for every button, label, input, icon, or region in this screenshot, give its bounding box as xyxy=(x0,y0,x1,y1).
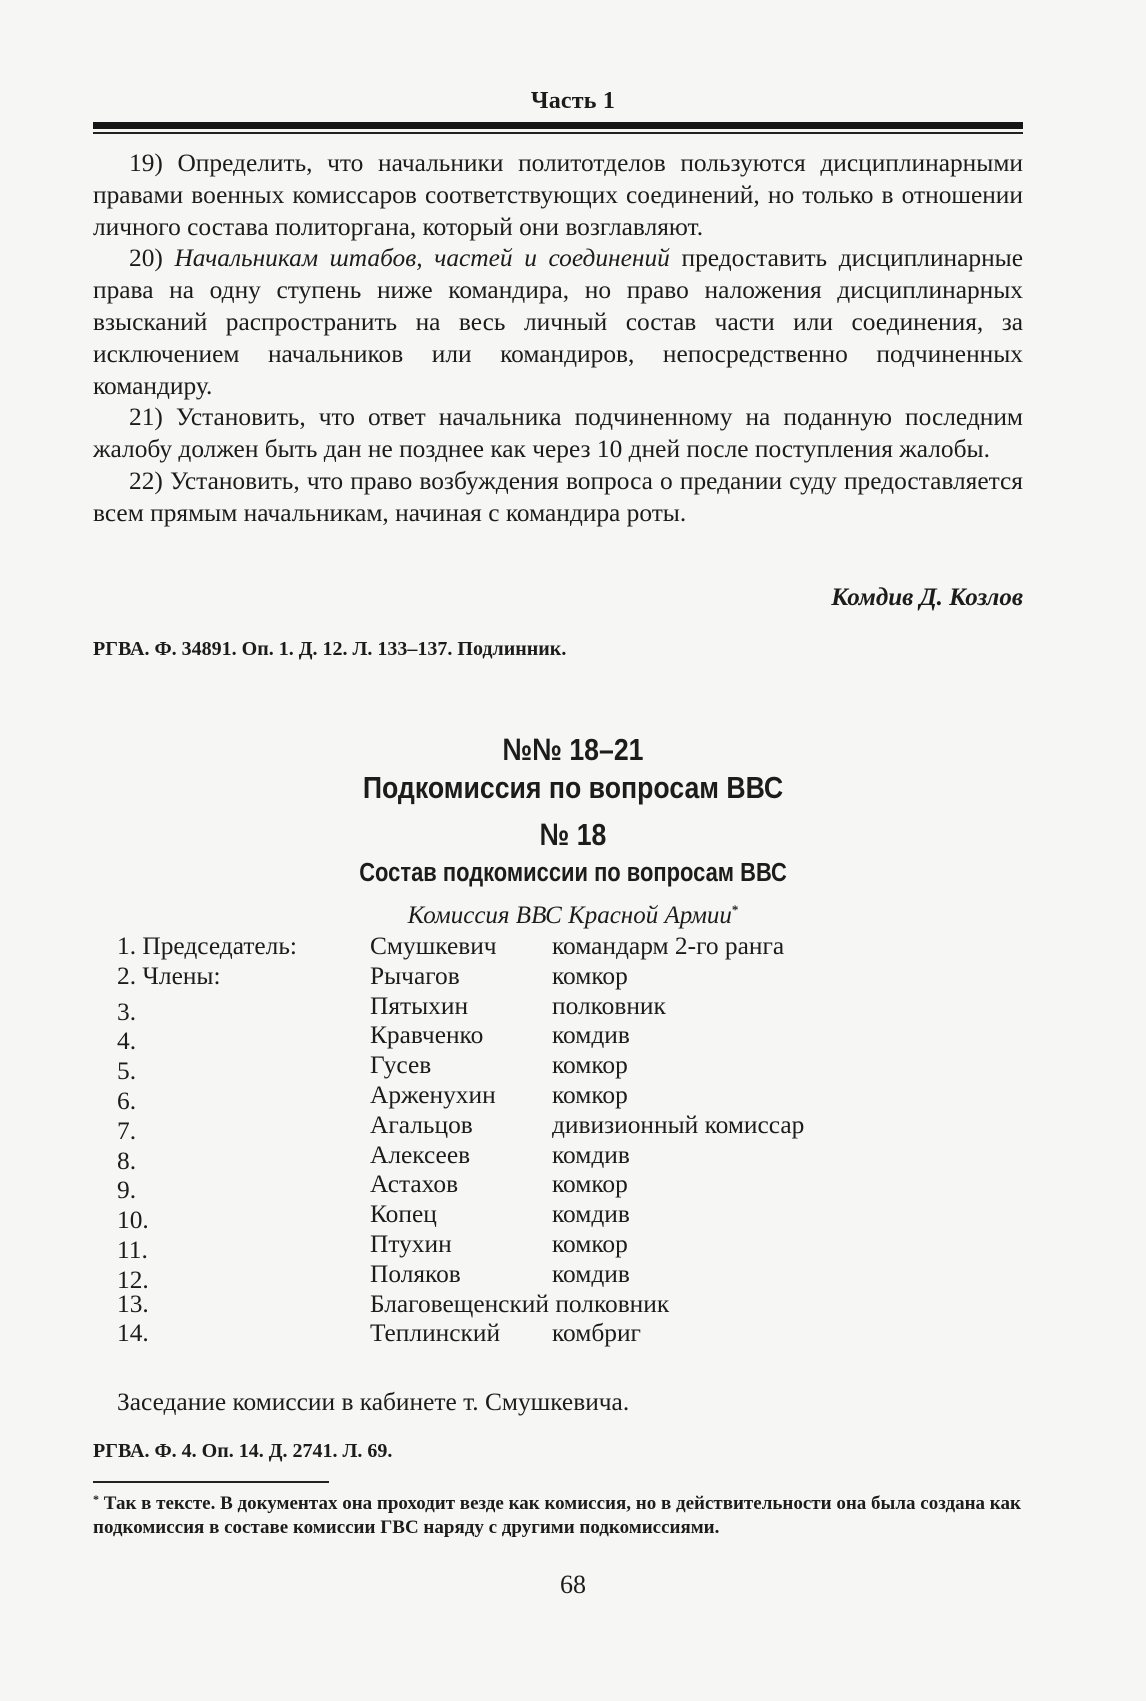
footnote-rule xyxy=(93,1481,329,1483)
commission-name: Комиссия ВВС Красной Армии xyxy=(407,902,732,929)
section-range-heading: №№ 18–21 xyxy=(502,732,644,767)
roster-rank: командарм 2-го ранга xyxy=(552,932,785,960)
roster-rank: комдив xyxy=(552,1259,630,1288)
roster-name-text: Благовещенский xyxy=(370,1289,549,1318)
roster-rank: комкор xyxy=(552,1051,628,1080)
paragraph-20 xyxy=(93,243,1023,402)
roster-name: Рычагов xyxy=(370,961,460,990)
roster-name: Пятыхин xyxy=(370,991,469,1020)
roster-name: Астахов xyxy=(370,1170,459,1199)
footnote xyxy=(93,1487,1023,1540)
header-rule-thick xyxy=(93,122,1023,129)
paragraph-20-italic-lead: Начальникам штабов, частей и соединений xyxy=(174,244,670,273)
paragraph-20-prefix: 20) xyxy=(129,244,175,273)
meeting-note: Заседание комиссии в кабинете т. Смушкевича. xyxy=(117,1388,630,1416)
roster-role: 2. Члены: xyxy=(117,961,221,990)
section-title: Подкомиссия по вопросам ВВС xyxy=(362,770,784,805)
paragraph-21: 21) Установить, что ответ начальника подчиненному на поданную последним жалобу должен быть дан не позднее как через 10 дней после поступления жалобы. xyxy=(93,403,1023,464)
roster-number: 3. xyxy=(117,997,137,1026)
roster-number: 8. xyxy=(117,1146,137,1175)
archive-source-1: РГВА. Ф. 34891. Оп. 1. Д. 12. Л. 133–137. Подлинник. xyxy=(93,638,567,660)
roster-rank: комкор xyxy=(552,1080,628,1109)
roster-name: Гусев xyxy=(370,1051,432,1080)
roster-number: 9. xyxy=(117,1176,137,1205)
roster-number: 11. xyxy=(117,1235,148,1264)
paragraph-19: 19) Определить, что начальники политотделов пользуются дисциплинарными правами военных комиссаров соответствующих соединений, но только в отношении личного состава политоргана, который они возглавляют. xyxy=(93,149,1023,241)
body-text xyxy=(93,148,1023,530)
roster-name: Теплинский xyxy=(370,1319,501,1348)
roster-number: 14. xyxy=(117,1319,149,1348)
paragraph-20-text: предоставить дисциплинарные права на одну ступень ниже командира, но право наложения дисциплинарных взысканий распространить на весь личный состав части или соединения, за исключением начальников или командиров, непосредственно подчиненных командиру. xyxy=(93,244,1024,400)
roster-rank: полковник xyxy=(552,991,666,1020)
archive-source-2: РГВА. Ф. 4. Оп. 14. Д. 2741. Л. 69. xyxy=(93,1440,393,1462)
roster-rank: комдив xyxy=(552,1200,630,1229)
header-rule-thin xyxy=(93,132,1023,134)
roster-rank: комбриг xyxy=(552,1319,641,1348)
roster-rank: комкор xyxy=(552,1229,628,1258)
roster-number: 6. xyxy=(117,1086,137,1115)
paragraph-22: 22) Установить, что право возбуждения вопроса о предании суду предоставляется всем прямым начальникам, начиная с командира роты. xyxy=(93,466,1023,527)
document-title: Состав подкомиссии по вопросам ВВС xyxy=(359,859,787,887)
page-number: 68 xyxy=(560,1570,586,1599)
roster-number: 4. xyxy=(117,1027,137,1056)
roster-number: 7. xyxy=(117,1116,137,1145)
footnote-ref-mark: * xyxy=(731,902,739,917)
roster-number: 5. xyxy=(117,1057,137,1086)
roster-name: Птухин xyxy=(370,1229,452,1258)
signature: Комдив Д. Козлов xyxy=(831,584,1023,611)
roster-role: 1. Председатель: xyxy=(117,932,297,960)
roster-name: Смушкевич xyxy=(370,932,497,960)
commission-heading xyxy=(0,902,1146,930)
running-head: Часть 1 xyxy=(530,88,616,114)
roster-rank: комдив xyxy=(552,1021,630,1050)
roster-name: Агальцов xyxy=(370,1110,473,1139)
roster-rank: комкор xyxy=(552,961,628,990)
roster-number: 12. xyxy=(117,1265,149,1294)
roster-number: 10. xyxy=(117,1206,149,1235)
roster-name: Арженухин xyxy=(370,1080,496,1109)
roster-name xyxy=(370,1290,669,1320)
footnote-text: Так в тексте. В документах она проходит везде как комиссия, но в действительности она была создана как подкомиссия в составе комиссии ГВС наряду с другими подкомиссиями. xyxy=(93,1493,1021,1538)
roster-name: Алексеев xyxy=(370,1140,471,1169)
footnote-mark: * xyxy=(93,1492,99,1506)
roster-name: Кравченко xyxy=(370,1021,484,1050)
roster-rank: полковник xyxy=(555,1289,670,1318)
roster-name: Копец xyxy=(370,1200,437,1229)
roster-rank: комдив xyxy=(552,1140,630,1169)
document-number: № 18 xyxy=(539,817,607,852)
roster-rank: дивизионный комиссар xyxy=(552,1110,805,1139)
roster-rank: комкор xyxy=(552,1170,628,1199)
roster-number: 13. xyxy=(117,1289,149,1318)
roster-name: Поляков xyxy=(370,1259,461,1288)
